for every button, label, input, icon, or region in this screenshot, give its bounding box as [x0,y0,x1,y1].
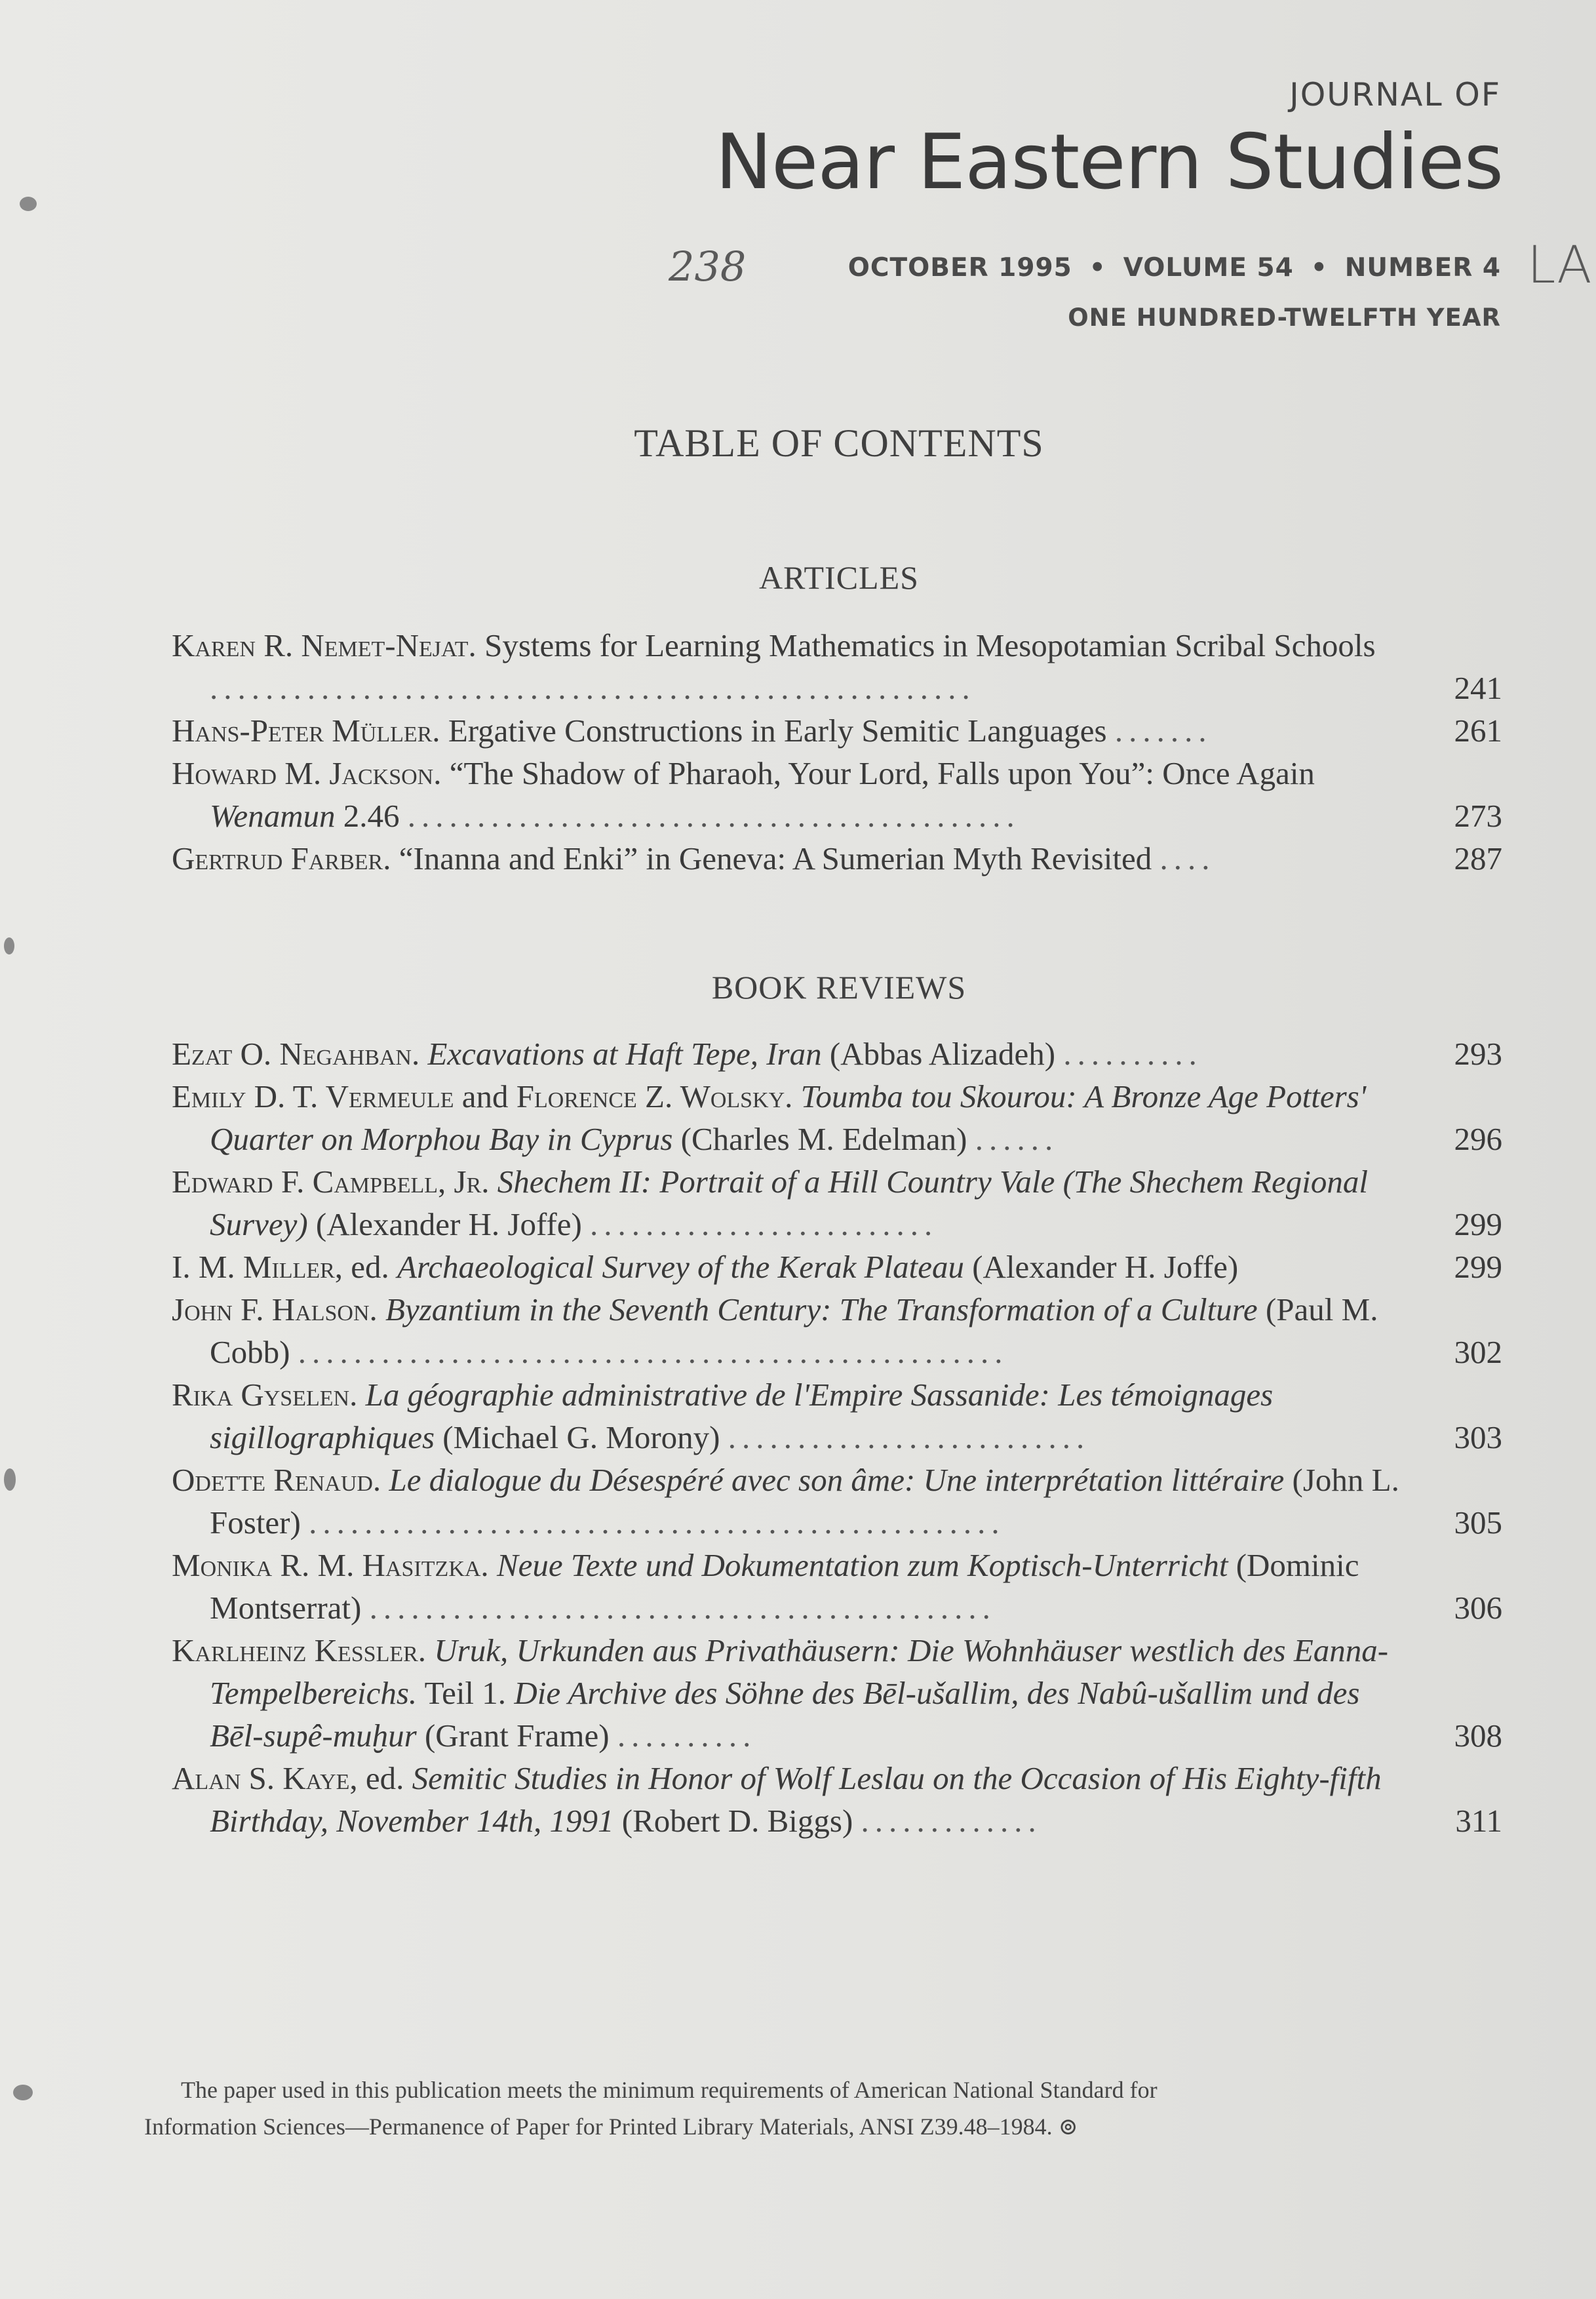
leader-dots: ............................................. [369,1590,996,1626]
book-reviews-heading: BOOK REVIEWS [711,969,967,1006]
entry-page: 302 [1454,1334,1502,1370]
entry-author: Monika R. M. Hasitzka. [172,1547,489,1583]
entry-page: 241 [1454,670,1502,706]
entry-page: 306 [1454,1590,1502,1626]
entry-author: Edward F. Campbell, Jr. [172,1164,490,1200]
entry-title: Le dialogue du Désespéré avec son âme: Une interprétation littéraire [389,1462,1285,1498]
entry-author: Alan S. Kaye, [172,1760,358,1796]
entry-page: 273 [1454,798,1502,834]
entry-author: Ezat O. Negahban. [172,1036,420,1072]
paper-standard-notice [144,2072,1505,2145]
book-reviews-list [172,1032,1502,1842]
entry-page: 261 [1454,713,1502,749]
entry-reviewer: (Grant Frame) [424,1718,610,1754]
entry-author-joiner: and [461,1078,509,1114]
articles-heading: ARTICLES [759,559,919,596]
review-entry [172,1459,1502,1544]
toc-entry [172,709,1502,752]
entry-ed: ed. [365,1760,404,1796]
notice-line-1: The paper used in this publication meets the minimum requirements of American National Standard for [181,2077,1158,2103]
leader-dots: .................................................. [309,1504,1005,1541]
binding-mark [20,197,37,211]
entry-title: Archaeological Survey of the Kerak Plateau [397,1249,964,1285]
entry-title-continued: Die Archive des Söhne des Bēl-ušallim, des Nabû-ušallim und des Bēl-supê-muḫur [210,1675,1360,1754]
entry-title: Toumba tou Skourou: A Bronze Age Potters' Quarter on Morphou Bay in Cyprus [210,1078,1367,1157]
entry-reviewer: (Robert D. Biggs) [621,1803,853,1839]
binding-mark [4,1468,16,1491]
handwritten-mark: LA [1527,236,1592,295]
review-entry [172,1160,1502,1246]
entry-reviewer: (Dominic Montserrat) [210,1547,1359,1626]
issue-volume: VOLUME 54 [1123,253,1294,283]
toc-title: TABLE OF CONTENTS [634,422,1044,465]
entry-reviewer: (Michael G. Morony) [442,1419,720,1455]
entry-reviewer: (Paul M. Cobb) [210,1291,1378,1370]
toc-entry [172,624,1502,709]
leader-dots: ......................... [590,1206,939,1242]
entry-page: 308 [1454,1718,1502,1754]
leader-dots: .......................... [728,1419,1091,1455]
entry-title: Byzantium in the Seventh Century: The Transformation of a Culture [385,1291,1258,1327]
entry-title: Uruk, Urkunden aus Privathäusern: Die Wohnhäuser westlich des Eanna-Tempelbereichs. [210,1632,1389,1711]
leader-dots: ...... [975,1121,1059,1157]
entry-title-suffix: 2.46 [343,798,400,834]
entry-author: Hans-Peter Müller. [172,713,440,749]
entry-page: 293 [1454,1036,1502,1072]
entry-page: 296 [1454,1121,1502,1157]
entry-reviewer: (Alexander H. Joffe) [972,1249,1239,1285]
review-entry [172,1373,1502,1459]
entry-title: “Inanna and Enki” in Geneva: A Sumerian Myth Revisited [399,840,1152,876]
binding-mark [4,937,14,954]
entry-author: Gertrud Farber. [172,840,391,876]
entry-author: Howard M. Jackson. [172,755,442,791]
entry-author: I. M. Miller, [172,1249,343,1285]
leader-dots: ................................................... [298,1334,1009,1370]
entry-reviewer: (John L. Foster) [210,1462,1399,1541]
review-entry [172,1629,1502,1757]
entry-page: 299 [1454,1249,1502,1285]
toc-entry [172,752,1502,837]
review-entry [172,1757,1502,1842]
entry-title: Semitic Studies in Honor of Wolf Leslau on the Occasion of His Eighty-fifth Birthday, November 14th, 1991 [210,1760,1382,1839]
entry-ed: ed. [351,1249,389,1285]
bullet-separator: • [1089,253,1106,283]
notice-line-2: Information Sciences—Permanence of Paper for Printed Library Materials, ANSI Z39.48–1984. ⊚ [144,2113,1078,2140]
entry-author: Karen R. Nemet-Nejat. [172,627,477,663]
entry-author: Rika Gyselen. [172,1377,358,1413]
entry-title: Shechem II: Portrait of a Hill Country Vale (The Shechem Regional Survey) [210,1164,1368,1242]
bullet-separator: • [1310,253,1328,283]
entry-part: Teil 1. [424,1675,507,1711]
entry-reviewer: (Abbas Alizadeh) [829,1036,1056,1072]
issue-line [848,253,1501,283]
entry-title: Excavations at Haft Tepe, Iran [427,1036,822,1072]
review-entry [172,1032,1502,1075]
review-entry [172,1075,1502,1160]
leader-dots: .... [1159,840,1216,876]
entry-author: Karlheinz Kessler. [172,1632,427,1668]
entry-author: Emily D. T. Vermeule [172,1078,454,1114]
review-entry [172,1288,1502,1373]
articles-list [172,624,1502,880]
binding-mark [13,2085,33,2100]
journal-title: Near Eastern Studies [715,118,1503,206]
entry-page: 287 [1454,840,1502,876]
entry-author: Odette Renaud. [172,1462,381,1498]
masthead-journal-of: JOURNAL OF [1289,76,1501,113]
entry-title: Ergative Constructions in Early Semitic Languages [448,713,1107,749]
entry-author: John F. Halson. [172,1291,378,1327]
entry-title-italic: Wenamun [210,798,336,834]
issue-date: OCTOBER 1995 [847,253,1072,283]
handwritten-number: 238 [669,243,747,290]
review-entry [172,1246,1502,1288]
entry-reviewer: (Charles M. Edelman) [680,1121,967,1157]
entry-page: 311 [1455,1803,1502,1839]
leader-dots: .......... [1063,1036,1203,1072]
leader-dots: ....................................................... [210,670,976,706]
entry-page: 305 [1454,1504,1502,1541]
leader-dots: .......... [617,1718,757,1754]
toc-entry [172,837,1502,880]
leader-dots: ............................................ [407,798,1021,834]
entry-title: “The Shadow of Pharaoh, Your Lord, Falls upon You”: Once Again [449,755,1315,791]
entry-reviewer: (Alexander H. Joffe) [315,1206,582,1242]
entry-page: 303 [1454,1419,1502,1455]
entry-title: Neue Texte und Dokumentation zum Koptisch-Unterricht [496,1547,1228,1583]
entry-coauthor: Florence Z. Wolsky. [516,1078,793,1114]
entry-title: Systems for Learning Mathematics in Mesopotamian Scribal Schools [484,627,1376,663]
issue-year-line: ONE HUNDRED-TWELFTH YEAR [1068,304,1501,332]
leader-dots: ....... [1114,713,1213,749]
review-entry [172,1544,1502,1629]
issue-number: NUMBER 4 [1344,253,1501,283]
entry-title: La géographie administrative de l'Empire Sassanide: Les témoignages sigillographiques [210,1377,1274,1455]
entry-page: 299 [1454,1206,1502,1242]
recycled-paper-symbol: ⊚ [1058,2113,1078,2140]
leader-dots: ............. [861,1803,1042,1839]
